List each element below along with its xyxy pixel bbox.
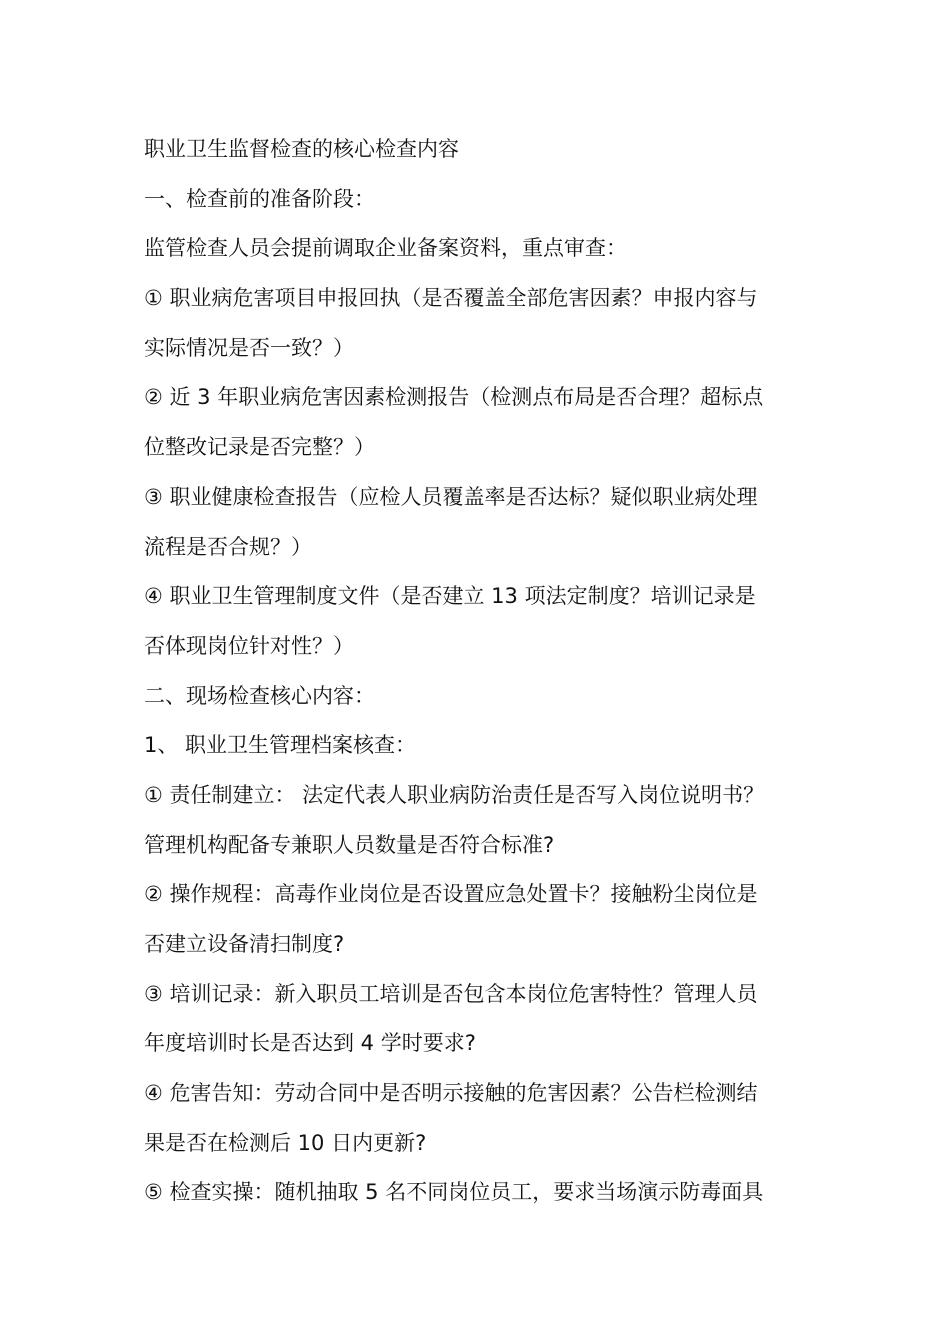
list-item-2: ② 近 3 年职业病危害因素检测报告（检测点布局是否合理？超标点 bbox=[144, 385, 764, 410]
section-heading-onsite: 二、现场检查核心内容： bbox=[144, 683, 375, 708]
list-item-4-continued: 否体现岗位针对性？） bbox=[144, 633, 354, 658]
subsection-heading: 1、 职业卫生管理档案核查： bbox=[144, 733, 417, 758]
check-item-1-continued: 管理机构配备专兼职人员数量是否符合标准? bbox=[144, 832, 555, 857]
list-item-2-continued: 位整改记录是否完整？） bbox=[144, 435, 375, 460]
list-item-1-continued: 实际情况是否一致？） bbox=[144, 335, 354, 360]
check-item-2: ② 操作规程：高毒作业岗位是否设置应急处置卡？接触粉尘岗位是 bbox=[144, 882, 758, 907]
section-heading-preparation: 一、检查前的准备阶段： bbox=[144, 186, 375, 211]
check-item-3: ③ 培训记录：新入职员工培训是否包含本岗位危害特性？管理人员 bbox=[144, 981, 758, 1006]
check-item-3-continued: 年度培训时长是否达到 4 学时要求? bbox=[144, 1031, 476, 1056]
check-item-4-continued: 果是否在检测后 10 日内更新? bbox=[144, 1130, 427, 1155]
document-title: 职业卫生监督检查的核心检查内容 bbox=[144, 137, 459, 161]
list-item-3-continued: 流程是否合规？） bbox=[144, 534, 312, 559]
list-item-4: ④ 职业卫生管理制度文件（是否建立 13 项法定制度？培训记录是 bbox=[144, 584, 756, 609]
check-item-1: ① 责任制建立： 法定代表人职业病防治责任是否写入岗位说明书？ bbox=[144, 782, 765, 807]
list-item-3: ③ 职业健康检查报告（应检人员覆盖率是否达标？疑似职业病处理 bbox=[144, 484, 758, 509]
check-item-5: ⑤ 检查实操：随机抽取 5 名不同岗位员工，要求当场演示防毒面具 bbox=[144, 1180, 764, 1205]
list-item-1: ① 职业病危害项目申报回执（是否覆盖全部危害因素？申报内容与 bbox=[144, 286, 758, 311]
check-item-2-continued: 否建立设备清扫制度? bbox=[144, 932, 345, 956]
check-item-4: ④ 危害告知：劳动合同中是否明示接触的危害因素？公告栏检测结 bbox=[144, 1081, 758, 1106]
paragraph-line: 监管检查人员会提前调取企业备案资料，重点审查： bbox=[144, 236, 627, 261]
document-body bbox=[144, 125, 834, 1218]
